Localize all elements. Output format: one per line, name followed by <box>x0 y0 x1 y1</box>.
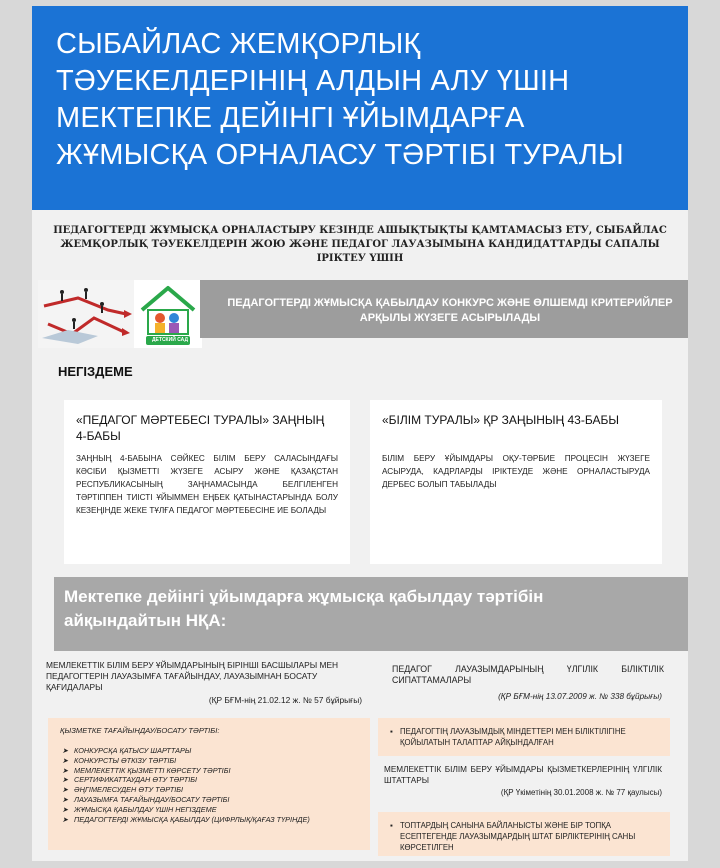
list-item: ➤ ПЕДАГОГТЕРДІ ЖҰМЫСҚА ҚАБЫЛДАУ (ЦИФРЛЫҚ/ҚАҒАЗ ТҮРІНДЕ) <box>62 814 310 824</box>
staffing-text: ТОПТАРДЫҢ САНЫНА БАЙЛАНЫСТЫ ЖӘНЕ БІР ТОПҚА ЕСЕПТЕГЕНДЕ ЛАУАЗЫМДАРДЫҢ ШТАТ БІРЛІКТЕРІНІҢ САНЫ КӨРСЕТІЛГЕН <box>400 821 636 852</box>
procedure-list <box>62 746 358 824</box>
right-document-reference-2: (ҚР Үкіметінің 30.01.2008 ж. № 77 қаулысы) <box>500 788 662 797</box>
staffing-box <box>378 812 670 856</box>
requirements-box <box>378 718 670 756</box>
arrow-bullet-icon: ➤ <box>62 755 69 765</box>
arrow-bullet-icon: ➤ <box>62 775 69 785</box>
arrow-bullet-icon: ➤ <box>62 746 69 755</box>
card-title: «БІЛІМ ТУРАЛЫ» ҚР ЗАҢЫНЫҢ 43-БАБЫ <box>382 413 619 427</box>
arrow-bullet-icon: ➤ <box>62 785 69 795</box>
left-document-reference: (ҚР БҒМ-нің 21.02.12 ж. № 57 бұйрығы) <box>208 695 362 705</box>
requirements-text: ПЕДАГОГТІҢ ЛАУАЗЫМДЫҚ МІНДЕТТЕРІ МЕН БІЛІКТІЛІГІНЕ ҚОЙЫЛАТЫН ТАЛАПТАР АЙҚЫНДАЛҒАН <box>400 727 626 747</box>
card-education-law <box>370 400 662 564</box>
right-document-title-2: МЕМЛЕКЕТТІК БІЛІМ БЕРУ ҰЙЫМДАРЫ ҚЫЗМЕТКЕРЛЕРІНІҢ ҮЛГІЛІК ШТАТТАРЫ <box>384 765 662 785</box>
list-item: ➤ КОНКУРСҚА ҚАТЫСУ ШАРТТАРЫ <box>62 746 192 755</box>
contest-banner <box>200 280 688 338</box>
illustration-image <box>38 280 202 348</box>
right-document-reference-1: (ҚР БҒМ-нің 13.07.2009 ж. № 338 бұйрығы) <box>498 692 662 701</box>
square-bullet-icon: ▪ <box>390 821 393 830</box>
appointment-procedure-box <box>48 718 370 850</box>
procedure-heading: ҚЫЗМЕТКЕ ТАҒАЙЫНДАУ/БОСАТУ ТӘРТІБІ: <box>60 726 220 735</box>
card-body: ЗАҢНЫҢ 4-БАБЫНА СӘЙКЕС БІЛІМ БЕРУ САЛАСЫНДАҒЫ КӘСІБИ ҚЫЗМЕТТІ ЖҮЗЕГЕ АСЫРУ ЖӘНЕ ҚАЗАҚСТАН РЕСПУБЛИКАСЫНЫҢ ЗАҢНАМАСЫНДА БЕЛГІЛЕНГЕН ТӘРТІППЕН ТИІСТІ ҰЙЫММЕН ЕҢБЕК ҚАТЫНАСТАРЫНДА БОЛУ КЕЗЕҢІНДЕ ЖЕКЕ ТҰЛҒА ПЕДАГОГ МӘРТЕБЕСІНЕ ИЕ БОЛАДЫ <box>76 454 338 515</box>
arrow-bullet-icon: ➤ <box>62 814 69 824</box>
regulations-banner <box>54 577 688 651</box>
document-page <box>32 6 688 861</box>
list-item: ➤ СЕРТИФИКАТТАУДАН ӨТУ ТӘРТІБІ <box>62 775 198 785</box>
subtitle: ПЕДАГОГТЕРДІ ЖҰМЫСҚА ОРНАЛАСТЫРУ КЕЗІНДЕ АШЫҚТЫҚТЫ ҚАМТАМАСЫЗ ЕТУ, СЫБАЙЛАС ЖЕМҚОРЛЫҚ ТӘУЕКЕЛДЕРІН ЖОЮ ЖӘНЕ ПЕДАГОГ ЛАУАЗЫМЫНА КАНДИДАТТАРДЫ САПАЛЫ ІРІКТЕУ ҮШІН <box>53 225 667 264</box>
arrow-bullet-icon: ➤ <box>62 794 69 804</box>
hero-title: СЫБАЙЛАС ЖЕМҚОРЛЫҚ ТӘУЕКЕЛДЕРІНІҢ АЛДЫН АЛУ ҮШІН МЕКТЕПКЕ ДЕЙІНГІ ҰЙЫМДАРҒА ЖҰМЫСҚА ОРНАЛАСУ ТӘРТІБІ ТУРАЛЫ <box>56 28 624 171</box>
card-body: БІЛІМ БЕРУ ҰЙЫМДАРЫ ОҚУ-ТӘРБИЕ ПРОЦЕСІН ЖҮЗЕГЕ АСЫРУДА, КАДРЛАРДЫ ІРІКТЕУДЕ ЖӘНЕ ОРНАЛАСТЫРУДА ДЕРБЕС БОЛЫП ТАБЫЛАДЫ <box>382 454 650 489</box>
hero-banner <box>32 6 688 210</box>
logo-caption: ДЕТСКИЙ САД <box>152 337 189 343</box>
list-item: ➤ ЛАУАЗЫМҒА ТАҒАЙЫНДАУ/БОСАТУ ТӘРТІБІ <box>62 794 230 804</box>
arrow-bullet-icon: ➤ <box>62 765 69 775</box>
contest-banner-text: ПЕДАГОГТЕРДІ ЖҰМЫСҚА ҚАБЫЛДАУ КОНКУРС ЖӘНЕ ӨЛШЕМДІ КРИТЕРИЙЛЕР АРҚЫЛЫ ЖҮЗЕГЕ АСЫРЫЛАДЫ <box>227 297 673 324</box>
list-item: ➤ ЖҰМЫСҚА ҚАБЫЛДАУ ҮШІН НЕГІЗДЕМЕ <box>62 804 217 814</box>
regulations-banner-text: Мектепке дейінгі ұйымдарға жұмысқа қабылдау тәртібін айқындайтын НҚА: <box>64 587 544 630</box>
card-teacher-status-law <box>64 400 350 564</box>
arrow-bullet-icon: ➤ <box>62 804 69 814</box>
card-title: «ПЕДАГОГ МӘРТЕБЕСІ ТУРАЛЫ» ЗАҢНЫҢ 4-БАБЫ <box>76 413 325 443</box>
left-document-title: МЕМЛЕКЕТТІК БІЛІМ БЕРУ ҰЙЫМДАРЫНЫҢ БІРІНШІ БАСШЫЛАРЫ МЕН ПЕДАГОГТЕРІН ЛАУАЗЫМҒА ТАҒАЙЫНДАУ, ЛАУАЗЫМНАН БОСАТУ ҚАҒИДАЛАРЫ <box>46 660 339 692</box>
list-item: ➤ КОНКУРСТЫ ӨТКІЗУ ТӘРТІБІ <box>62 755 177 765</box>
right-document-title-1: ПЕДАГОГ ЛАУАЗЫМДАРЫНЫҢ ҮЛГІЛІК БІЛІКТІЛІК СИПАТТАМАЛАРЫ <box>392 664 664 685</box>
list-item: ➤ МЕМЛЕКЕТТІК ҚЫЗМЕТТІ КӨРСЕТУ ТӘРТІБІ <box>62 765 231 775</box>
list-item: ➤ ӘҢГІМЕЛЕСУДЕН ӨТУ ТӘРТІБІ <box>62 785 184 795</box>
square-bullet-icon: ▪ <box>390 727 393 736</box>
section-heading-basis: НЕГІЗДЕМЕ <box>58 364 133 379</box>
